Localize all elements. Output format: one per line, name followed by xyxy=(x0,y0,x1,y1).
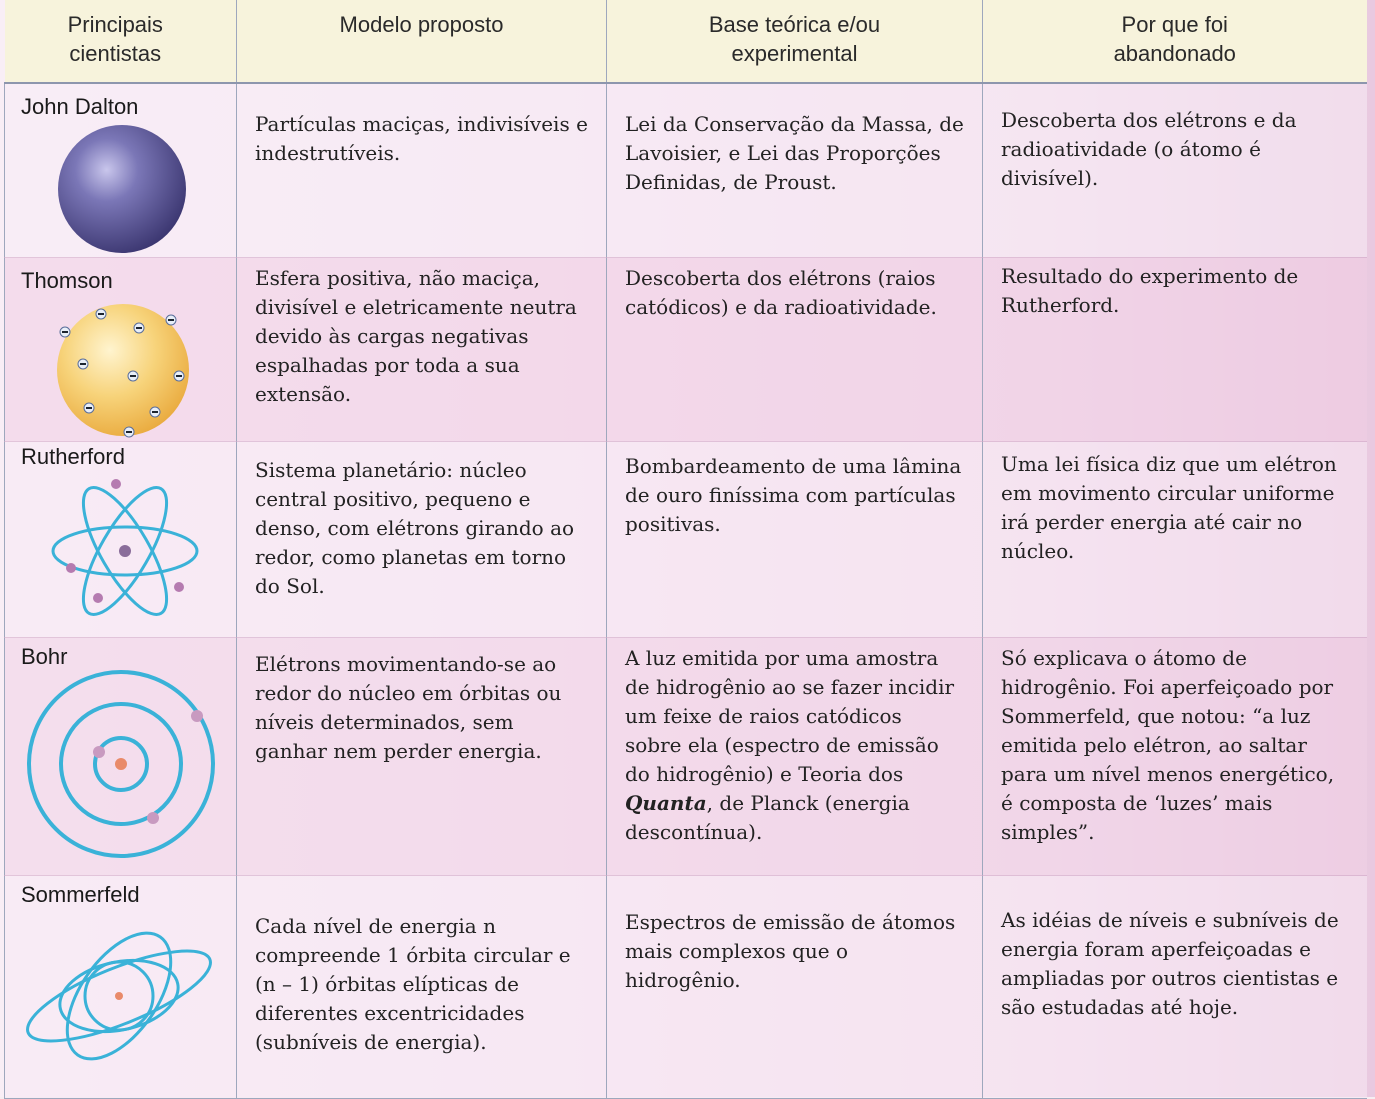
scientist-cell xyxy=(5,83,237,257)
model-cell xyxy=(237,637,607,875)
scientist-cell xyxy=(5,257,237,441)
header-abandoned: Por que foi abandonado xyxy=(983,0,1367,83)
basis-text-post: , de Planck (energia descontínua). xyxy=(625,790,910,844)
basis-cell xyxy=(607,875,983,1098)
scientist-name: Thomson xyxy=(21,267,113,293)
abandoned-cell xyxy=(983,637,1367,875)
basis-text-quanta: Quanta xyxy=(625,790,707,815)
scientist-name: Bohr xyxy=(21,643,68,669)
thomson-plum-pudding-illustration xyxy=(51,300,201,440)
model-text: Cada nível de energia n compreende 1 órbita circular e (n – 1) órbitas elípticas de diferentes excentricidades (subníveis de energia). xyxy=(255,913,571,1054)
rutherford-planetary-illustration xyxy=(45,476,205,626)
abandoned-text: Só explicava o átomo de hidrogênio. Foi aperfeiçoado por Sommerfeld, que notou: “a luz emitida pelo elétron, ao saltar para um nível menos energético, é composta de ‘luzes’ mais simples”. xyxy=(1001,645,1335,844)
model-text: Elétrons movimentando-se ao redor do núcleo em órbitas ou níveis determinados, sem ganhar nem perder energia. xyxy=(255,651,562,763)
header-basis: Base teórica e/ou experimental xyxy=(607,0,983,83)
scientist-cell xyxy=(5,875,237,1098)
model-cell xyxy=(237,441,607,637)
abandoned-text: As idéias de níveis e subníveis de energia foram aperfeiçoadas e ampliadas por outros cientistas e são estudadas até hoje. xyxy=(1001,907,1339,1019)
abandoned-cell xyxy=(983,257,1367,441)
model-text: Esfera positiva, não maciça, divisível e eletricamente neutra devido às cargas negativas espalhadas por toda a sua extensão. xyxy=(255,265,577,406)
model-cell xyxy=(237,875,607,1098)
basis-text: Espectros de emissão de átomos mais complexos que o hidrogênio. xyxy=(625,909,956,992)
basis-cell xyxy=(607,441,983,637)
basis-cell xyxy=(607,637,983,875)
sommerfeld-elliptic-orbits-illustration xyxy=(19,914,219,1084)
model-cell xyxy=(237,257,607,441)
basis-text: Descoberta dos elétrons (raios catódicos) e da radioatividade. xyxy=(625,265,937,319)
basis-text: Bombardeamento de uma lâmina de ouro finíssima com partículas positivas. xyxy=(625,453,962,536)
scientist-name: John Dalton xyxy=(21,94,139,119)
header-row xyxy=(5,0,1367,83)
basis-cell xyxy=(607,257,983,441)
basis-text-pre: A luz emitida por uma amostra de hidrogênio ao se fazer incidir um feixe de raios catódicos sobre ela (espectro de emissão do hidrogênio) e Teoria dos xyxy=(625,645,955,786)
model-text: Partículas maciças, indivisíveis e indestrutíveis. xyxy=(255,112,588,165)
scientist-name: Rutherford xyxy=(21,443,125,469)
bohr-orbits-illustration xyxy=(25,668,225,868)
abandoned-text: Descoberta dos elétrons e da radioatividade (o átomo é divisível). xyxy=(1001,108,1297,190)
table-row xyxy=(5,257,1367,441)
basis-text xyxy=(607,644,982,847)
table-row xyxy=(5,637,1367,875)
abandoned-cell xyxy=(983,441,1367,637)
table-row xyxy=(5,875,1367,1098)
table-row xyxy=(5,441,1367,637)
abandoned-text: Resultado do experimento de Rutherford. xyxy=(1001,263,1299,317)
scientist-cell xyxy=(5,441,237,637)
abandoned-cell xyxy=(983,875,1367,1098)
atomic-models-table xyxy=(4,0,1367,1099)
header-model: Modelo proposto xyxy=(237,0,607,83)
abandoned-cell xyxy=(983,83,1367,257)
scientist-cell xyxy=(5,637,237,875)
model-cell xyxy=(237,83,607,257)
table-row xyxy=(5,83,1367,257)
model-text: Sistema planetário: núcleo central positivo, pequeno e denso, com elétrons girando ao redor, como planetas em torno do Sol. xyxy=(255,457,575,598)
scientist-name: Sommerfeld xyxy=(21,881,140,907)
abandoned-text: Uma lei física diz que um elétron em movimento circular uniforme irá perder energia até cair no núcleo. xyxy=(1001,451,1337,563)
dalton-sphere-illustration xyxy=(55,122,189,256)
basis-cell xyxy=(607,83,983,257)
basis-text: Lei da Conservação da Massa, de Lavoisier, e Lei das Proporções Definidas, de Proust. xyxy=(625,112,964,194)
header-scientists: Principais cientistas xyxy=(5,0,237,83)
